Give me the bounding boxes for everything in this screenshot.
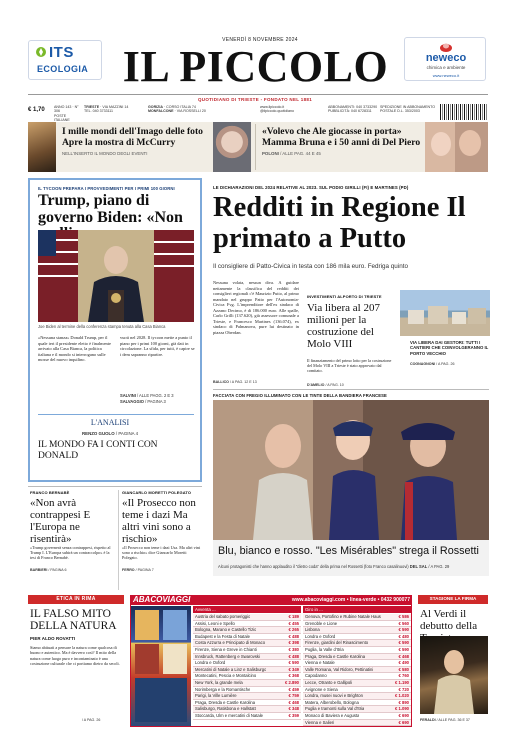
- teaser-divider: [255, 124, 256, 170]
- delpiero-pages: / ALLE PAG. 44 E 45: [280, 151, 321, 156]
- ad-row-destination: Firenze, giardini del Rinascimento: [305, 640, 369, 646]
- ad-row[interactable]: [193, 627, 301, 634]
- ad-row-destination: Praga, Dresda e Castle Karolina: [305, 653, 366, 659]
- ad-row-destination: Londra e Oxford: [195, 660, 226, 666]
- its-brand: ITS: [49, 44, 74, 61]
- info-strip: [28, 104, 488, 123]
- mccurry-teaser[interactable]: [62, 127, 212, 156]
- ad-row-destination: Grenoble e Lione: [305, 620, 338, 626]
- ad-row-destination: Montecatini, Pescia e Montalcino: [195, 673, 257, 679]
- ad-row-price: € 368: [288, 673, 299, 679]
- newspaper-title: IL PICCOLO: [122, 42, 389, 91]
- delpiero-byline-wrap: [262, 151, 422, 156]
- analysis-page: / PAGINA 4: [115, 431, 139, 436]
- traviata-author: FERALDI: [420, 718, 436, 722]
- biden-scene-icon: [38, 230, 194, 322]
- mccurry-portrait: [213, 122, 251, 172]
- analysis-author: RENZO GUOLO: [81, 431, 115, 436]
- abaco-head-left-label: Avventa ...: [195, 607, 216, 612]
- info-block-2-label: TRIESTE: [84, 105, 100, 109]
- molo-byline: [307, 383, 395, 387]
- polegato-kicker: GIANCARLO MORETTI POLEGATO: [122, 490, 192, 495]
- trump-byline-2-page: / PAGINA 3: [145, 399, 166, 404]
- analysis-label: L'ANALISI: [80, 418, 140, 427]
- ad-row-destination: Salisburgo, Ratisbona e Hallstatt: [195, 706, 256, 712]
- ad-row[interactable]: [303, 667, 411, 674]
- ad-row-destination: Bologna, Marano e Castello Tizio: [195, 627, 257, 633]
- ad-row[interactable]: [303, 640, 411, 647]
- analysis-byline: [60, 432, 160, 436]
- ad-row[interactable]: [193, 687, 301, 694]
- ad-row-price: € 560: [398, 620, 409, 626]
- trump-byline-2-name: SALVAGGIO: [120, 399, 144, 404]
- etica-title[interactable]: IL FALSO MITO DELLA NATURA: [30, 608, 117, 632]
- delpiero-author: POLONI: [262, 151, 279, 156]
- molo-title[interactable]: Via libera al 207 milioni per la costruzione del Molo VIII: [307, 302, 380, 350]
- polegato-byline: [122, 568, 202, 572]
- ad-row-destination: Monaco di Baviera e Augusta: [305, 712, 360, 718]
- masthead: [0, 0, 510, 96]
- ad-row[interactable]: [193, 667, 301, 674]
- rossetti-rule: [213, 389, 489, 390]
- trump-byline-1-name: SALVINI: [120, 393, 136, 398]
- polegato-author: FERRO: [122, 568, 135, 572]
- ad-row-price: € 590: [398, 640, 409, 646]
- its-logo-icon: [35, 45, 47, 57]
- molo-author: D'AMELIO: [307, 383, 325, 387]
- ad-row-price: € 490: [398, 660, 409, 666]
- abaco-image-2: [163, 610, 187, 640]
- ad-row-price: € 760: [398, 673, 409, 679]
- ad-row-destination: Parigi, la Ville Lumière: [195, 693, 237, 699]
- abaco-list-right: [303, 614, 411, 726]
- ad-row-price: € 590: [398, 627, 409, 633]
- trump-byline-2: [120, 400, 196, 404]
- ad-row-price: € 759: [288, 693, 299, 699]
- porto-scene-icon: [400, 290, 490, 336]
- ad-row-destination: Avignone e Siena: [305, 686, 338, 692]
- polegato-page: / PAGINA 7: [135, 568, 154, 572]
- ad-row-price: € 398: [288, 640, 299, 646]
- ad-row[interactable]: [303, 614, 411, 621]
- ad-row-price: € 189: [288, 614, 299, 619]
- price: € 1,70: [28, 107, 45, 113]
- ad-row[interactable]: [193, 673, 301, 680]
- ad-row-price: € 1.020: [395, 693, 409, 699]
- ad-row[interactable]: [193, 634, 301, 641]
- ad-row-destination: Capodanno: [305, 673, 327, 679]
- traviata-scene-icon: [420, 636, 488, 714]
- ad-row[interactable]: [193, 706, 301, 713]
- abaco-contact: www.abacoviaggi.com • linea-verde • 0432 900077: [291, 597, 410, 603]
- rossetti-caption: Alcuni protagonisti che hanno applaudito il "dietro coda" della prima nel Rossetti (foto Franco casalinuovi): [218, 564, 409, 569]
- abaco-image-5: [135, 678, 187, 722]
- bernabe-byline: [30, 568, 116, 572]
- delpiero-teaser[interactable]: [262, 127, 422, 156]
- etica-page: / A PAG. 26: [82, 718, 101, 722]
- ad-row[interactable]: [303, 634, 411, 641]
- ad-row[interactable]: [193, 660, 301, 667]
- ad-row[interactable]: [193, 713, 301, 720]
- ad-row-price: € 1.090: [395, 706, 409, 712]
- ad-row-destination: Londra e Oxford: [305, 633, 336, 639]
- ad-row-destination: Puglia e tramonti sulla Val d'Itria: [305, 706, 365, 712]
- abaco-head-right: [303, 606, 411, 613]
- traviata-title[interactable]: Al Verdi il debutto della: [420, 608, 478, 632]
- ad-row-destination: Norimberga e la Romantische: [195, 686, 251, 692]
- porto-photo: [400, 290, 490, 336]
- bernabe-body: «Trump governerà senza contrappesi, rispetto al Trump I. L'Europa subirà un contraccolpo» è la tesi di Franco Bernabè.: [30, 545, 111, 561]
- ad-row-destination: Budapest e la Festa di Natale: [195, 633, 250, 639]
- ad-row-destination: Genova, Portofino e Rubine Natale Haus: [305, 614, 381, 619]
- ad-row-price: € 890: [398, 699, 409, 705]
- ad-row-price: € 468: [288, 699, 299, 705]
- ad-row-destination: Vienna e Salieri: [305, 719, 335, 725]
- col-divider: [118, 490, 119, 590]
- ad-row-destination: Stoccarda, Ulm e mercatini di Natale: [195, 712, 263, 718]
- ad-row-price: € 1.190: [395, 679, 409, 685]
- info-block-6: SPEDIZIONE IN ABBONAMENTO POSTALE D.L. 353/2003: [380, 105, 436, 114]
- ad-row-destination: Puglia, la Valle d'Itria: [305, 646, 344, 652]
- abaco-image-1: [135, 610, 159, 640]
- ad-row-price: € 265: [288, 627, 299, 633]
- ad-row-price: € 488: [288, 653, 299, 659]
- etica-band-label: ETICA IN RIMA: [56, 596, 96, 602]
- ad-row-price: € 459: [288, 686, 299, 692]
- neweco-ad[interactable]: [404, 37, 486, 81]
- rossetti-author: DEL SAL: [409, 564, 428, 569]
- ad-row-destination: Austria del sabato pomeriggio: [195, 614, 251, 619]
- rossetti-caption-wrap: [218, 565, 488, 569]
- info-block-3-label: GORIZIA: [148, 105, 163, 109]
- porto-author: COGNAGNONI: [410, 362, 436, 366]
- delpiero-photo: [425, 122, 488, 172]
- ad-row[interactable]: [193, 654, 301, 661]
- info-block-1: ANNO 143 · N° 306 POSTE ITALIANE: [54, 105, 79, 123]
- abaco-image-4: [163, 644, 187, 674]
- trump-byline-1-page: / ALLE PAGG. 2 E 3: [137, 393, 174, 398]
- ad-row[interactable]: [303, 660, 411, 667]
- info-block-2: TRIESTE · VIA MAZZINI 14 TEL. 040 3733111: [84, 105, 129, 114]
- neweco-url: www.neweco.it: [432, 73, 460, 78]
- bernabe-author: BARBIERI: [30, 568, 48, 572]
- porto-page: / A PAG. 26: [436, 362, 455, 366]
- barcode: [440, 104, 488, 120]
- ad-row-price: € 690: [398, 712, 409, 718]
- bernabe-page: / PAGINA 6: [48, 568, 67, 572]
- ad-row-price: € 690: [398, 719, 409, 725]
- ad-row-price: € 349: [288, 666, 299, 672]
- main-kicker: LE DICHIARAZIONI DEL 2024 RELATIVE AL 2023. SUL PODIO GIRILLI (FI) E MARTINES (PD): [213, 185, 409, 190]
- ad-row-price: € 590: [398, 646, 409, 652]
- ad-row[interactable]: [193, 700, 301, 707]
- biden-caption: Joe Biden al termine della conferenza stampa tenuta alla Casa Bianca: [38, 324, 166, 329]
- ad-row-destination: Firenze, Siena e Greve in Chianti: [195, 646, 257, 652]
- ad-row[interactable]: [193, 693, 301, 700]
- mccurry-title: I mille mondi dell'Imago delle foto Apre la mostra di McCurry: [62, 126, 203, 148]
- ad-row-price: € 586: [398, 614, 409, 619]
- delpiero-face-1: [431, 132, 451, 156]
- ad-row[interactable]: [193, 640, 301, 647]
- ad-row-destination: Londra, musei nuovi e Brighton: [305, 693, 363, 699]
- traviata-band-label: STAGIONE LA FIRMA: [429, 596, 477, 601]
- abaco-image-3: [135, 644, 159, 674]
- ad-row[interactable]: [303, 706, 411, 713]
- polegato-body: «Il Prosecco non teme i dazi Usa. Ma altri vini sono a rischio» dice Giancarlo Moretti Polegato.: [122, 545, 201, 561]
- site-link[interactable]: www.ilpiccolo.it @ilpiccolo.quotidiano: [260, 105, 295, 114]
- ad-row-price: € 488: [288, 633, 299, 639]
- ad-row[interactable]: [303, 713, 411, 720]
- molo-body: Il finanziamento del primo lotto per la costruzione del Molo VIII a Trieste è stato approvato dal comitato.: [307, 358, 392, 374]
- info-block-5: ABBONAMENTI: 040 3733290 PUBBLICITÀ: 040 6728311: [328, 105, 378, 114]
- ad-row[interactable]: [303, 687, 411, 694]
- biden-photo: [38, 230, 194, 322]
- edition-date: VENERDÌ 8 NOVEMBRE 2024: [222, 37, 298, 43]
- trump-body-1: «Nessuna stanza» Donald Trump, per il quale ieri il presidente eletto è finalmente arrivato alla Casa Bianca, la politica italiana e il mondo si interrogano sulle mosse del nuovo inquilino.: [38, 335, 111, 362]
- neweco-sub: chimica e ambiente: [426, 65, 466, 70]
- traviata-byline: [420, 718, 490, 722]
- abaco-brand: ABACOVIAGGI: [133, 595, 191, 604]
- analysis-rule: [38, 414, 194, 415]
- neweco-leaf-icon: [438, 40, 454, 52]
- abaco-list-left: [193, 614, 301, 720]
- main-page: / A PAG. 12 E 13: [229, 380, 257, 384]
- porto-caption: VIA LIBERA DAI GESTORI: TUTTI I CANTIERI CHE COINVOLGERANNO IL PORTO VECCHIO: [410, 340, 489, 356]
- abaco-image-strip: [131, 606, 191, 726]
- ad-row-destination: Costa Azzurra e Principato di Monaco: [195, 640, 266, 646]
- delpiero-title: «Volevo che Ale giocasse in porta» Mamma Bruna e i 50 anni di Del Piero: [262, 126, 421, 148]
- main-body: Nessuna volata, nessun diva. A guidare nettamente la classifica del redditi dei consiglieri regionali c'è Maurizio Putto, al primo mandato nel gruppo Patto per l'Autonomia-Civica Fvg. L'imprenditore dell'ex sindaco di Azzano Decimo, è di 186.000 euro. Alle spalle, Carlo Grilli (137.620), già assessore comunale a Trieste, e Francesco Martines (136.074), ex sindaco di Palmanova, pure lui destinato in piazza Oberdan.: [213, 280, 299, 335]
- ad-row[interactable]: [193, 680, 301, 687]
- trump-title[interactable]: Trump, piano di governo Biden: «Non: [38, 192, 183, 226]
- rossetti-kicker: FACCIATA CON FREGIO ILLUMINATO CON LE TINTE DELLA BANDIERA FRANCESE: [213, 393, 387, 398]
- ad-row-destination: Matera, Alberobello, Bologna: [305, 699, 359, 705]
- ad-row-destination: Innsbruck, Rattenberg e Swarovski: [195, 653, 260, 659]
- ad-row[interactable]: [193, 614, 301, 621]
- traviata-photo: [420, 636, 488, 714]
- ad-row-destination: New York, la grande mela: [195, 679, 243, 685]
- etica-body: Siamo abituati a pensare la natura come qualcosa di buono e autentico. Ma è davvero così? Il mito della natura come luogo puro e incontaminato è una costruzione culturale che ci portiamo dietro da secoli.: [30, 645, 120, 666]
- ad-row[interactable]: [303, 647, 411, 654]
- ad-row[interactable]: [193, 647, 301, 654]
- traviata-page: / ALLE PAG. 36 E 37: [436, 718, 470, 722]
- ad-row-destination: Lecce, Otranto e Gallipoli: [305, 679, 353, 685]
- ad-row[interactable]: [303, 700, 411, 707]
- ad-row-price: € 2.890: [285, 679, 299, 685]
- rossetti-page: / A PAG. 29: [428, 564, 450, 569]
- polegato-title[interactable]: «Il Prosecco non teme i dazi Ma altri vini sono a rischio»: [122, 497, 196, 545]
- site-url: www.ilpiccolo.it: [260, 105, 285, 109]
- trump-body-2: vuoti nel 2028. Il tycoon mette a punto il piano per i primi 100 giorni, già dati in circolazione. La sfida, per tutti, è capire se i dem sapranno ripartire.: [120, 335, 195, 357]
- ad-row-price: € 455: [288, 620, 299, 626]
- mccurry-photo: [28, 122, 56, 172]
- ad-row[interactable]: [303, 680, 411, 687]
- info-block-3: GORIZIA · CORSO ITALIA 74 MONFALCONE · VIA ROSSELLI 20: [148, 105, 206, 114]
- mccurry-caption: NELL'INSERTO IL MONDO DEGLI EVENTI: [62, 151, 148, 156]
- its-ecologia-ad[interactable]: [28, 40, 102, 80]
- info-block-4-label: MONFALCONE: [148, 109, 174, 114]
- main-subtitle: Il consigliere di Patto-Civica in testa con 186 mila euro. Fedriga quinto: [213, 263, 408, 270]
- its-subtitle: ECOLOGIA: [37, 64, 89, 74]
- ad-row-destination: Assisi, Leoni e Spello: [195, 620, 235, 626]
- ad-row[interactable]: [303, 627, 411, 634]
- main-title[interactable]: Redditi in Regione Il primato a Putto: [213, 192, 466, 254]
- ad-row-price: € 359: [288, 712, 299, 718]
- ad-row-price: € 580: [398, 666, 409, 672]
- ad-row-price: € 480: [398, 633, 409, 639]
- ad-row[interactable]: [193, 621, 301, 628]
- ad-row-price: € 348: [288, 706, 299, 712]
- abaco-head-left: [193, 606, 301, 613]
- ad-row[interactable]: [303, 720, 411, 727]
- ad-row[interactable]: [303, 654, 411, 661]
- ad-row[interactable]: [303, 621, 411, 628]
- porto-byline: [410, 362, 490, 366]
- lesmis-scene-icon: [213, 400, 489, 540]
- ad-row-destination: Valle Romana, Val Ridoro, Pettinatini: [305, 666, 374, 672]
- bernabe-kicker: FRANCO BERNABÈ: [30, 490, 70, 495]
- ad-row-price: € 468: [398, 653, 409, 659]
- tagline: QUOTIDIANO DI TRIESTE - FONDATO NEL 1881: [197, 97, 312, 102]
- ad-row-destination: Praga, Dresda e Castle Karolina: [195, 699, 256, 705]
- main-author: BALLICO: [213, 380, 229, 384]
- ad-row-price: € 380: [288, 646, 299, 652]
- rossetti-title[interactable]: Blu, bianco e rosso. "Les Misérables" strega il Rossetti: [218, 545, 479, 557]
- ad-row-price: € 590: [288, 660, 299, 666]
- ad-row-destination: Lisbona: [305, 627, 320, 633]
- ad-row-destination: Mercatini di Natale a Linz e Salisburgo: [195, 666, 267, 672]
- ad-row-price: € 720: [398, 686, 409, 692]
- molo-page: / A PAG. 10: [325, 383, 344, 387]
- abaco-head-right-label: Giro in ...: [305, 607, 323, 612]
- delpiero-face-2: [459, 130, 481, 156]
- trump-kicker: IL TYCOON PREPARA I PROVVEDIMENTI PER I PRIMI 100 GIORNI: [38, 186, 175, 191]
- trump-byline-1: [120, 394, 196, 398]
- bernabe-title[interactable]: «Non avrà contrappesi E l'Europa ne risentirà»: [30, 497, 91, 545]
- ad-row[interactable]: [303, 673, 411, 680]
- lesmis-photo: [213, 400, 489, 540]
- ad-row[interactable]: [303, 693, 411, 700]
- tagline-bar: [28, 94, 488, 95]
- analysis-title[interactable]: IL MONDO FA I CONTI CON DONALD: [38, 440, 158, 461]
- neweco-brand: neweco: [425, 52, 467, 64]
- ad-row-destination: Vienna e Natale: [305, 660, 335, 666]
- etica-author: PIER ALDO ROVATTI: [30, 636, 76, 641]
- molo-kicker: INVESTIMENTI ALPORTO DI TRIESTE: [307, 294, 382, 299]
- main-byline: [213, 380, 299, 384]
- columns-rule: [28, 486, 202, 487]
